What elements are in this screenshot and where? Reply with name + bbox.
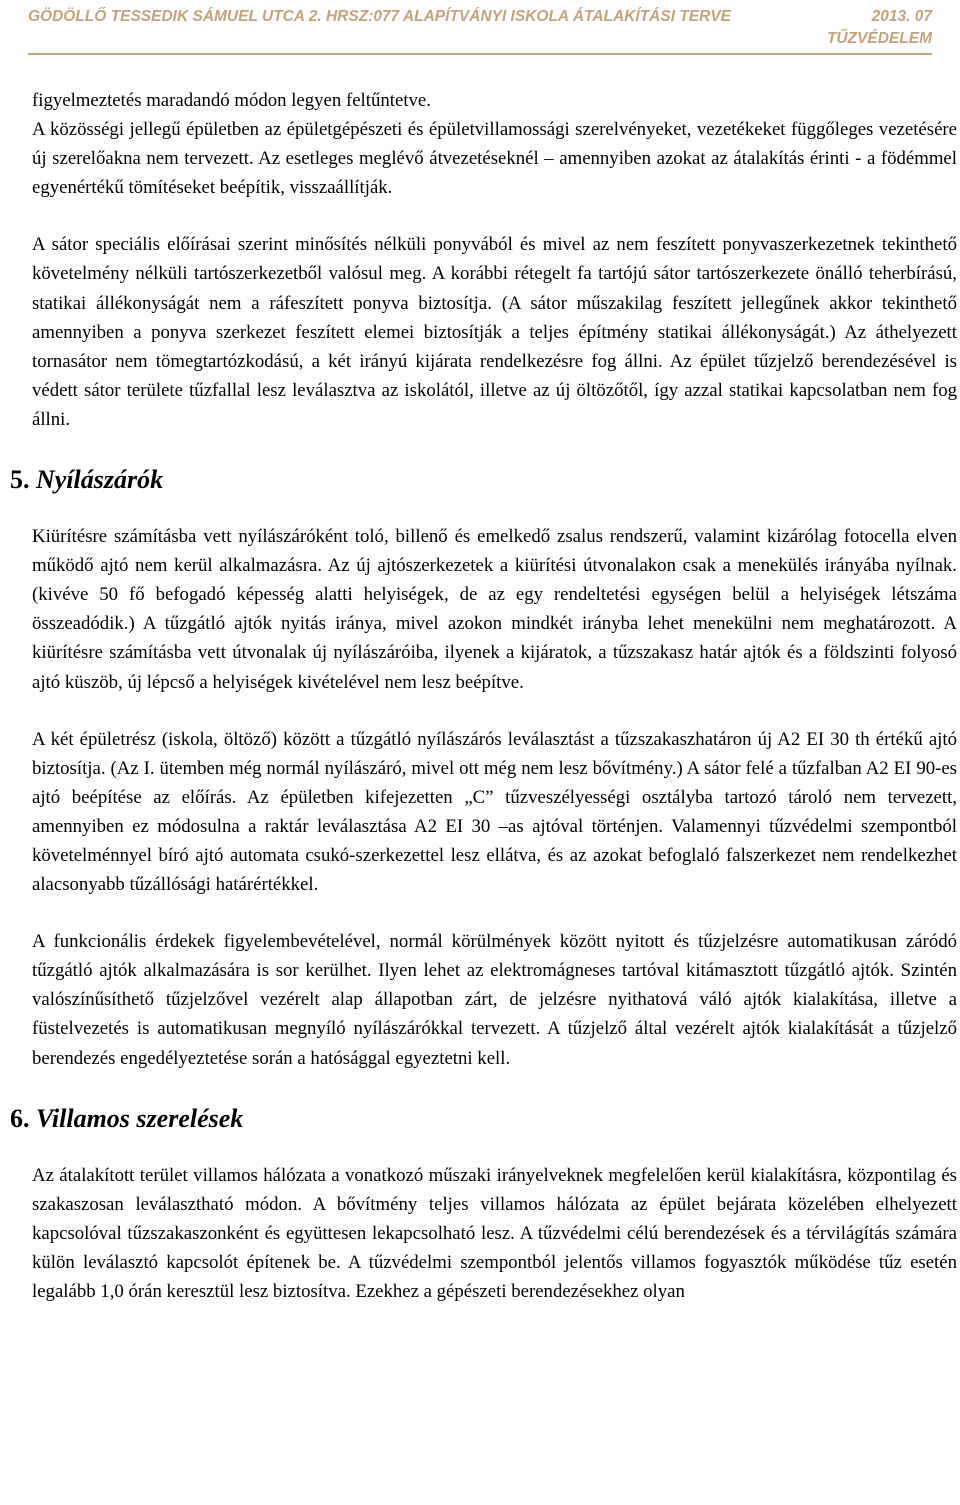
header-date: 2013. 07 [871,8,932,25]
paragraph-automatic-doors: A funkcionális érdekek figyelembevételével, normál körülmények között nyitott és tűzjelzésre automatikusan záródó tűzgátló ajtók alkalmazására is sor kerülhet. Ilyen lehet az elektromágneses tartóval kitámasztott tűzgátló ajtók. Szintén valószínűsíthető tűzjelzővel vezérelt alap állapotban zárt, de jelzésre nyithatová váló ajtók kialakítása, illetve a füstelvezetés is automatikusan megnyíló nyílászárókkal tervezett. A tűzjelző által vezérelt ajtók kialakítását a tűzjelző berendezés engedélyeztetése során a hatósággal egyeztetni kell. [32,931,957,1069]
page-header [28,6,932,50]
section-number: 6. [10,1103,30,1133]
header-subtitle: TŰZVÉDELEM [826,30,932,47]
section-title: Nyílászárók [36,465,164,495]
paragraph-electrical: Az átalakított terület villamos hálózata a vonatkozó műszaki irányelveknek megfelelően kerül kialakításra, központilag és szakaszosan leválasztható módon. A bővítmény teljes villamos hálózata az épület bejárata közelében elhelyezett kapcsolóval tűzszakaszonként és együttesen lekapcsolható lesz. A tűzvédelmi célú berendezések és a térvilágítás számára külön leválasztó kapcsolót építenek be. A tűzvédelmi szempontból jelentős villamos fogyasztók működése tűz esetén legalább 1,0 órán keresztül lesz biztosítva. Ezekhez a gépészeti berendezésekhez olyan [32,1164,957,1302]
header-row [28,6,932,28]
section-title: Villamos szerelések [36,1103,244,1133]
paragraph-intro: figyelmeztetés maradandó módon legyen feltűntetve. A közösségi jellegű épületben az épületgépészeti és épületvillamossági szerelvényeket, vezetékeket függőleges vezetésére új szerelőakna nem tervezett. Az esetleges meglévő átvezetéseknél – amennyiben azokat az átalakítás érinti - a födémmel egyenértékű tömítéseket beépítik, visszaállítják. [32,90,957,199]
section-heading-5 [10,462,957,498]
header-project-title: GÖDÖLLŐ TESSEDIK SÁMUEL UTCA 2. HRSZ:077 ALAPÍTVÁNYI ISKOLA ÁTALAKÍTÁSI TERVE [28,8,732,25]
paragraph-doors-evacuation: Kiürítésre számításba vett nyílászáróként toló, billenő és emelkedő zsalus rendszerű, valamint kizárólag fotocella elven működő ajtó nem kerül alkalmazásra. Az új ajtószerkezetek a kiürítési útvonalakon csak a menekülés irányába nyílnak. (kivéve 50 fő befogadó képesség alatti helyiségek, de az egy rendeltetési egységen belül a helyiségek létszáma összeadódik.) A tűzgátló ajtók nyitás iránya, mivel azokon mindkét irányba lehet menekülni nem meghatározott. A kiürítésre számításba vett útvonalak új nyílászáróiba, ilyenek a kijáratok, a tűzszakasz határ ajtók és a földszinti folyosó ajtó küszöb, új lépcső a helyiségek kivételével nem lesz beépítve. [32,526,957,693]
document-body [10,86,957,1334]
paragraph-fire-doors: A két épületrész (iskola, öltöző) között a tűzgátló nyílászárós leválasztást a tűzszakaszhatáron új A2 EI 30 th értékű ajtó biztosítja. (Az I. ütemben még normál nyílászáró, mivel ott még nem lesz bővítmény.) A sátor felé a tűzfalban A2 EI 90-es ajtó beépítése az előírás. Az épületben kifejezetten „C” tűzveszélyességi osztályba tartozó tároló nem tervezett, amennyiben ez módosulna a raktár leválasztása A2 EI 30 –as ajtóval történjen. Valamennyi tűzvédelmi szempontból követelménnyel bíró ajtó automata csukó-szerkezettel lesz ellátva, és az azokat befoglaló falszerkezet nem rendelkezhet alacsonyabb tűzállósági határértékkel. [32,728,957,896]
section-number: 5. [10,465,30,495]
section-heading-6 [10,1101,957,1137]
header-divider [28,53,932,55]
paragraph-tent: A sátor speciális előírásai szerint minősítés nélküli ponyvából és mivel az nem feszített ponyvaszerkezetnek tekinthető követelmény nélküli tartószerkezetből valósul meg. A korábbi rétegelt fa tartójú sátor tartószerkezete önálló teherbírású, statikai állékonyságát nem a ráfeszített ponyva biztosítja. (A sátor műszakilag feszített jellegűnek akkor tekinthető amennyiben a ponyva szerkezet feszített elemei biztosítják a teljes építmény statikai állékonyságát.) Az áthelyezett tornasátor nem tömegtartózkodású, a két irányú kijárata rendelkezésre fog állni. Az épület tűzjelző berendezésével is védett sátor területe tűzfallal lesz leválasztva az iskolától, illetve az új öltözőtől, így azzal statikai kapcsolatban nem fog állni. [32,234,957,430]
